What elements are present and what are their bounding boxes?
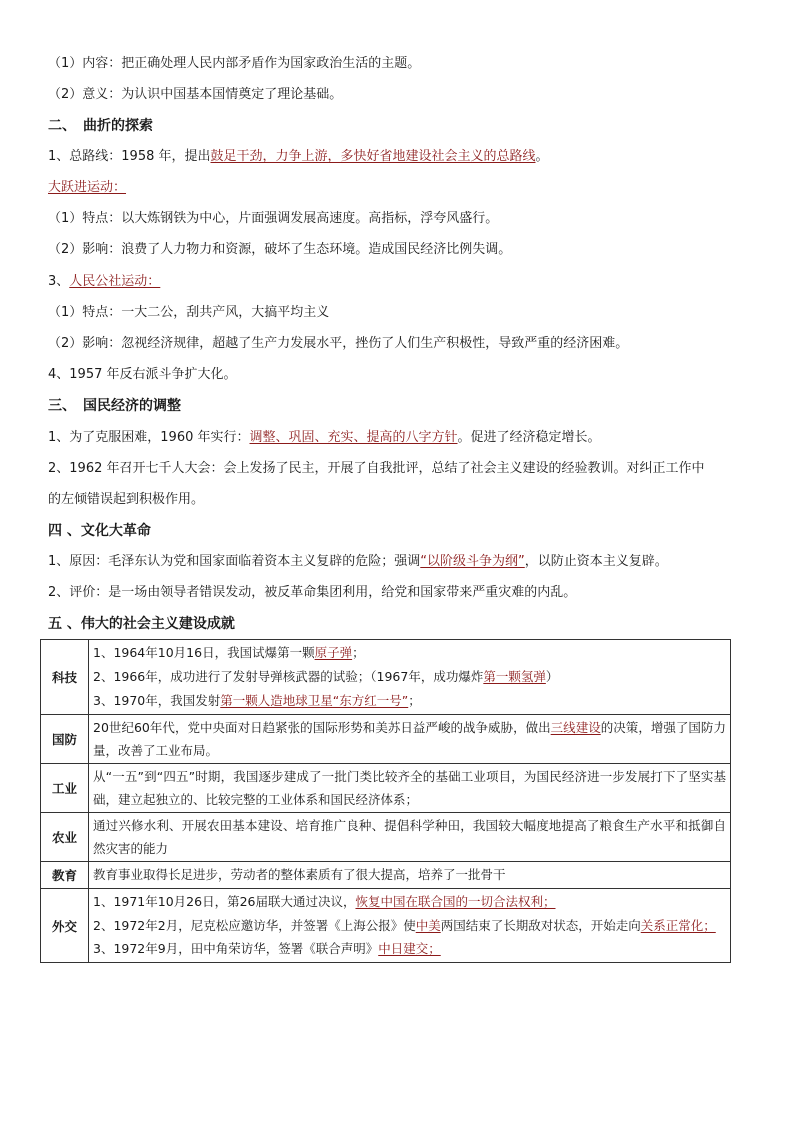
- key-phrase: 中美: [415, 918, 441, 933]
- text-segment: 的决策，增强了国防力量，改善了工业布局。: [93, 720, 726, 758]
- text-line: [48, 584, 576, 602]
- table-row: [41, 813, 731, 862]
- cell-paragraph: [93, 716, 726, 762]
- cell-paragraph: [93, 914, 726, 937]
- text-segment: 2、1966年，成功进行了发射导弹核武器的试验；（1967年，成功爆炸: [93, 669, 484, 684]
- text-segment: （1）特点：以大炼钢铁为中心，片面强调发展高速度。高指标，浮夸风盛行。: [48, 211, 499, 226]
- text-segment: （1）特点：一大二公，刮共产风，大搞平均主义: [48, 305, 330, 320]
- text-segment: 2、评价：是一场由领导者错误发动，被反革命集团利用，给党和国家带来严重灾难的内乱。: [48, 585, 577, 600]
- table-row: [41, 715, 731, 764]
- category-cell: 外交: [41, 889, 89, 963]
- text-line: [48, 55, 420, 73]
- cell-paragraph: 从“一五”到“四五”时期，我国逐步建成了一批门类比较齐全的基础工业项目，为国民经济进一步发展打下了坚实基础，建立起独立的、比较完整的工业体系和国民经济体系；: [93, 769, 726, 807]
- content-cell: [89, 764, 731, 813]
- key-phrase: 第一颗人造地球卫星“东方红一号”: [220, 693, 409, 708]
- text-segment: （1）内容：把正确处理人民内部矛盾作为国家政治生活的主题。: [48, 56, 421, 71]
- text-segment: 2、1972年2月，尼克松应邀访华，并签署《上海公报》使: [93, 918, 416, 933]
- section-heading: [48, 522, 151, 540]
- table-row: [41, 862, 731, 889]
- key-phrase: 关系正常化；: [640, 918, 716, 933]
- cell-line: [93, 665, 726, 689]
- text-segment: 20世纪60年代，党中央面对日趋紧张的国际形势和美苏日益严峻的战争威胁，做出: [93, 720, 551, 735]
- text-segment: （2）意义：为认识中国基本国情奠定了理论基础。: [48, 87, 343, 102]
- text-line: [48, 460, 705, 478]
- key-phrase: 鼓足干劲，力争上游，多快好省地建设社会主义的总路线: [210, 149, 536, 164]
- text-line: [48, 366, 237, 384]
- section-heading: [48, 615, 235, 633]
- category-cell: 科技: [41, 640, 89, 715]
- category-cell: 国防: [41, 715, 89, 764]
- table-row: [41, 889, 731, 963]
- text-segment: 3、: [48, 274, 70, 289]
- heading-text: 二、 曲折的探索: [48, 118, 153, 134]
- text-segment: ；: [352, 645, 365, 660]
- text-segment: ；: [408, 693, 421, 708]
- text-segment: 1、为了克服困难，1960 年实行：: [48, 430, 250, 445]
- key-phrase: 第一颗氢弹: [483, 669, 546, 684]
- text-segment: 1、总路线：1958 年，提出: [48, 149, 211, 164]
- text-segment: 1、原因：毛泽东认为党和国家面临着资本主义复辟的危险；强调: [48, 554, 421, 569]
- heading-text: 五 、伟大的社会主义建设成就: [48, 616, 235, 632]
- text-segment: 3、1970年，我国发射: [93, 693, 221, 708]
- text-segment: ，以防止资本主义复辟。: [524, 554, 668, 569]
- text-segment: 的左倾错误起到积极作用。: [48, 492, 205, 507]
- heading-text: 三、 国民经济的调整: [48, 398, 181, 414]
- text-line: [48, 553, 668, 571]
- text-segment: （2）影响：忽视经济规律，超越了生产力发展水平，挫伤了人们生产积极性，导致严重的经济困难。: [48, 336, 629, 351]
- text-line: [48, 86, 342, 104]
- cell-line: [93, 937, 726, 961]
- content-cell: [89, 862, 731, 889]
- key-phrase: 人民公社运动：: [69, 274, 161, 289]
- text-line: [48, 148, 549, 166]
- text-segment: 3、1972年9月，田中角荣访华，签署《联合声明》: [93, 941, 379, 956]
- text-segment: 2、1962 年召开七千人大会：会上发扬了民主，开展了自我批评，总结了社会主义建设的经验教训。对纠正工作中: [48, 461, 705, 476]
- content-cell: [89, 715, 731, 764]
- text-line: [48, 304, 329, 322]
- key-phrase: 三线建设: [550, 720, 601, 735]
- key-phrase: 调整、巩固、充实、提高的八字方针: [249, 430, 458, 445]
- heading-text: 四 、文化大革命: [48, 523, 151, 539]
- text-line: [48, 179, 126, 197]
- key-phrase: “以阶级斗争为纲”: [420, 554, 525, 569]
- category-cell: 工业: [41, 764, 89, 813]
- category-cell: 农业: [41, 813, 89, 862]
- cell-line: [93, 689, 726, 713]
- cell-line: 教育事业取得长足进步，劳动者的整体素质有了很大提高，培养了一批骨干: [93, 867, 506, 882]
- content-cell: [89, 640, 731, 715]
- text-line: [48, 241, 511, 259]
- table-row: [41, 764, 731, 813]
- text-line: [48, 273, 160, 291]
- cell-line: [93, 890, 726, 914]
- text-segment: 1、1971年10月26日，第26届联大通过决议，: [93, 894, 356, 909]
- category-cell: 教育: [41, 862, 89, 889]
- text-segment: 两国结束了长期敌对状态，开始走向: [440, 918, 641, 933]
- cell-paragraph: 通过兴修水利、开展农田基本建设、培育推广良种、提倡科学种田，我国较大幅度地提高了粮食生产水平和抵御自然灾害的能力: [93, 818, 726, 856]
- key-phrase: 恢复中国在联合国的一切合法权利；: [355, 894, 556, 909]
- section-heading: [48, 397, 181, 415]
- text-segment: 1、1964年10月16日，我国试爆第一颗: [93, 645, 315, 660]
- key-phrase: 大跃进运动：: [48, 180, 127, 195]
- content-cell: [89, 813, 731, 862]
- text-segment: 4、1957 年反右派斗争扩大化。: [48, 367, 237, 382]
- table-row: [41, 640, 731, 715]
- section-heading: [48, 117, 153, 135]
- content-cell: [89, 889, 731, 963]
- text-line: [48, 210, 498, 228]
- text-line: [48, 335, 628, 353]
- text-line: [48, 429, 601, 447]
- text-segment: （2）影响：浪费了人力物力和资源，破坏了生态环境。造成国民经济比例失调。: [48, 242, 512, 257]
- cell-line: [93, 641, 726, 665]
- text-segment: 。: [535, 149, 549, 164]
- key-phrase: 中日建交；: [378, 941, 441, 956]
- text-segment: ）: [545, 669, 559, 684]
- key-phrase: 原子弹: [314, 645, 353, 660]
- text-segment: 。促进了经济稳定增长。: [457, 430, 601, 445]
- text-line: [48, 491, 204, 509]
- achievements-table: [40, 639, 731, 963]
